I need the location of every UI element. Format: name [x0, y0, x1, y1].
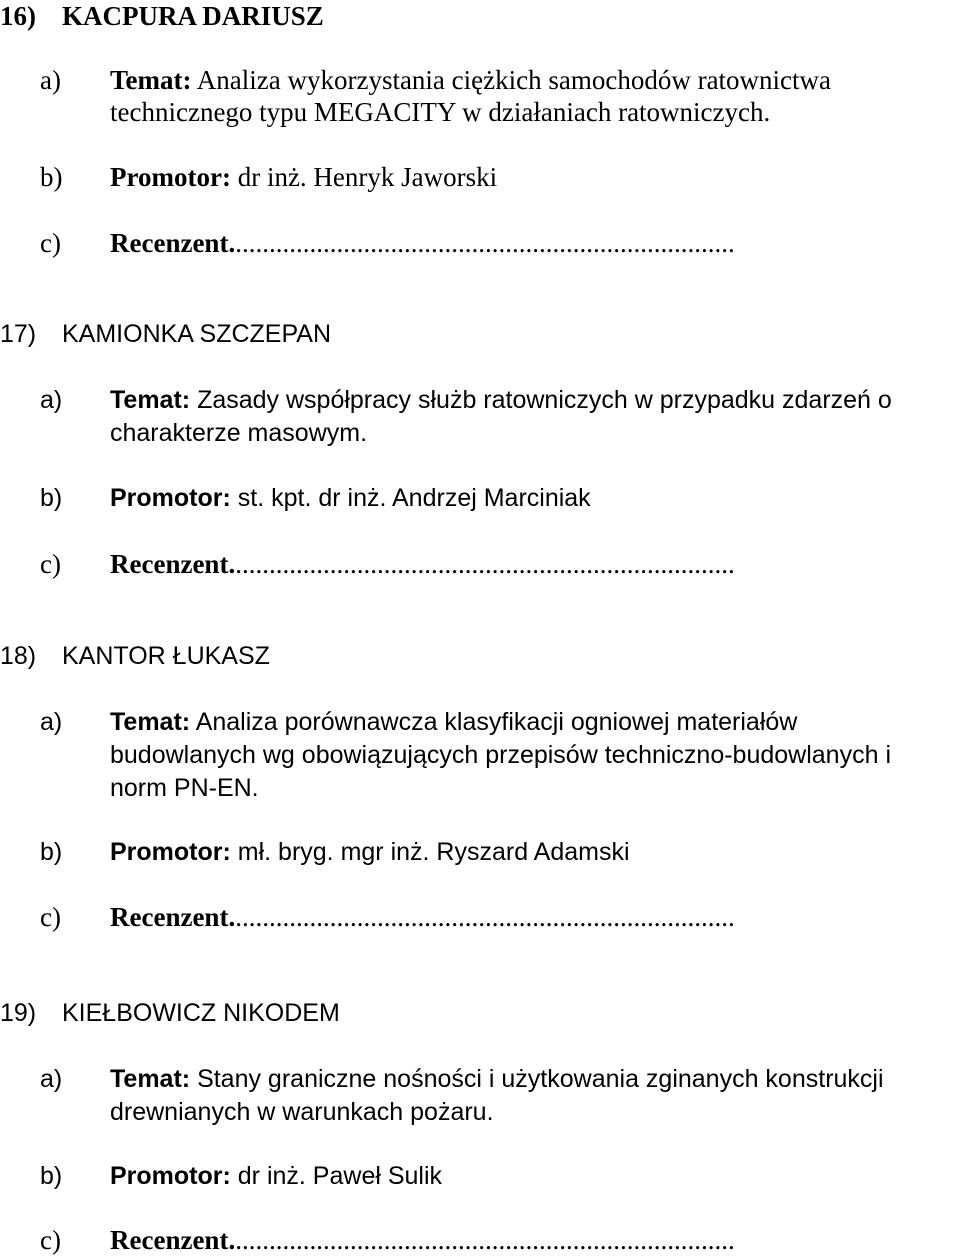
supervisor-field [0, 482, 960, 515]
topic-field [0, 1063, 960, 1096]
topic-text-line-2: technicznego typu MEGACITY w działaniach ratowniczych. [110, 97, 771, 127]
supervisor-name: st. kpt. dr inż. Andrzej Marciniak [237, 484, 591, 512]
entry-number: 18) [0, 642, 37, 670]
supervisor-key: Promotor: [110, 1162, 231, 1190]
reviewer-blank-dots: .......................................................................... [235, 1225, 735, 1255]
field-letter: a) [40, 65, 61, 95]
field-letter: b) [40, 484, 63, 512]
reviewer-blank-dots: .......................................................................... [235, 549, 735, 579]
topic-field [0, 384, 960, 417]
field-letter: b) [40, 1162, 63, 1190]
supervisor-key: Promotor: [110, 484, 231, 512]
topic-text-line-1: Analiza wykorzystania ciężkich samochodów ratownictwa [196, 65, 832, 95]
reviewer-key: Recenzent. [110, 549, 236, 579]
reviewer-blank-dots: .......................................................................... [235, 228, 735, 258]
field-letter: a) [40, 708, 63, 736]
supervisor-key: Promotor: [110, 162, 231, 192]
supervisor-field [0, 161, 960, 194]
entry-number: 16) [0, 1, 36, 31]
topic-field-continuation [0, 772, 960, 805]
reviewer-field [0, 1224, 960, 1257]
entry-heading [0, 640, 270, 673]
field-letter: c) [40, 1225, 61, 1255]
topic-field [0, 706, 960, 739]
field-letter: b) [40, 838, 63, 866]
entry-heading [0, 318, 331, 351]
reviewer-field [0, 548, 960, 581]
topic-field [0, 64, 960, 97]
reviewer-key: Recenzent. [110, 228, 236, 258]
topic-text-line-1: Stany graniczne nośności i użytkowania zginanych konstrukcji [197, 1065, 884, 1093]
topic-text-line-3: norm PN-EN. [110, 774, 259, 802]
topic-text-line-2: drewnianych w warunkach pożaru. [110, 1098, 494, 1126]
topic-key: Temat: [110, 1065, 191, 1093]
field-letter: a) [40, 386, 63, 414]
field-letter: a) [40, 1065, 63, 1093]
topic-text-line-2: budowlanych wg obowiązujących przepisów techniczno-budowlanych i [110, 741, 891, 769]
reviewer-field [0, 227, 960, 260]
topic-field-continuation [0, 96, 960, 129]
reviewer-key: Recenzent. [110, 1225, 236, 1255]
supervisor-name: mł. bryg. mgr inż. Ryszard Adamski [237, 838, 630, 866]
reviewer-field [0, 901, 960, 934]
topic-field-continuation [0, 1096, 960, 1129]
student-name: KIEŁBOWICZ NIKODEM [62, 999, 340, 1027]
topic-field-continuation [0, 417, 960, 450]
field-letter: c) [40, 902, 61, 932]
topic-key: Temat: [110, 708, 191, 736]
topic-text-line-2: charakterze masowym. [110, 419, 368, 447]
field-letter: c) [40, 549, 61, 579]
topic-text-line-1: Zasady współpracy służb ratowniczych w przypadku zdarzeń o [197, 386, 892, 414]
field-letter: c) [40, 228, 61, 258]
topic-text-line-1: Analiza porównawcza klasyfikacji ogniowej materiałów [195, 708, 798, 736]
entry-heading [0, 0, 324, 33]
supervisor-name: dr inż. Henryk Jaworski [237, 162, 498, 192]
reviewer-blank-dots: .......................................................................... [235, 902, 735, 932]
reviewer-key: Recenzent. [110, 902, 236, 932]
entry-number: 19) [0, 999, 37, 1027]
topic-key: Temat: [110, 386, 191, 414]
topic-field-continuation [0, 739, 960, 772]
entry-heading [0, 997, 340, 1030]
supervisor-key: Promotor: [110, 838, 231, 866]
field-letter: b) [40, 162, 63, 192]
student-name: KAMIONKA SZCZEPAN [62, 320, 332, 348]
entry-number: 17) [0, 320, 37, 348]
topic-key: Temat: [110, 65, 192, 95]
supervisor-field [0, 1160, 960, 1193]
supervisor-field [0, 836, 960, 869]
supervisor-name: dr inż. Paweł Sulik [237, 1162, 443, 1190]
student-name: KANTOR ŁUKASZ [62, 642, 270, 670]
student-name: KACPURA DARIUSZ [62, 1, 324, 31]
